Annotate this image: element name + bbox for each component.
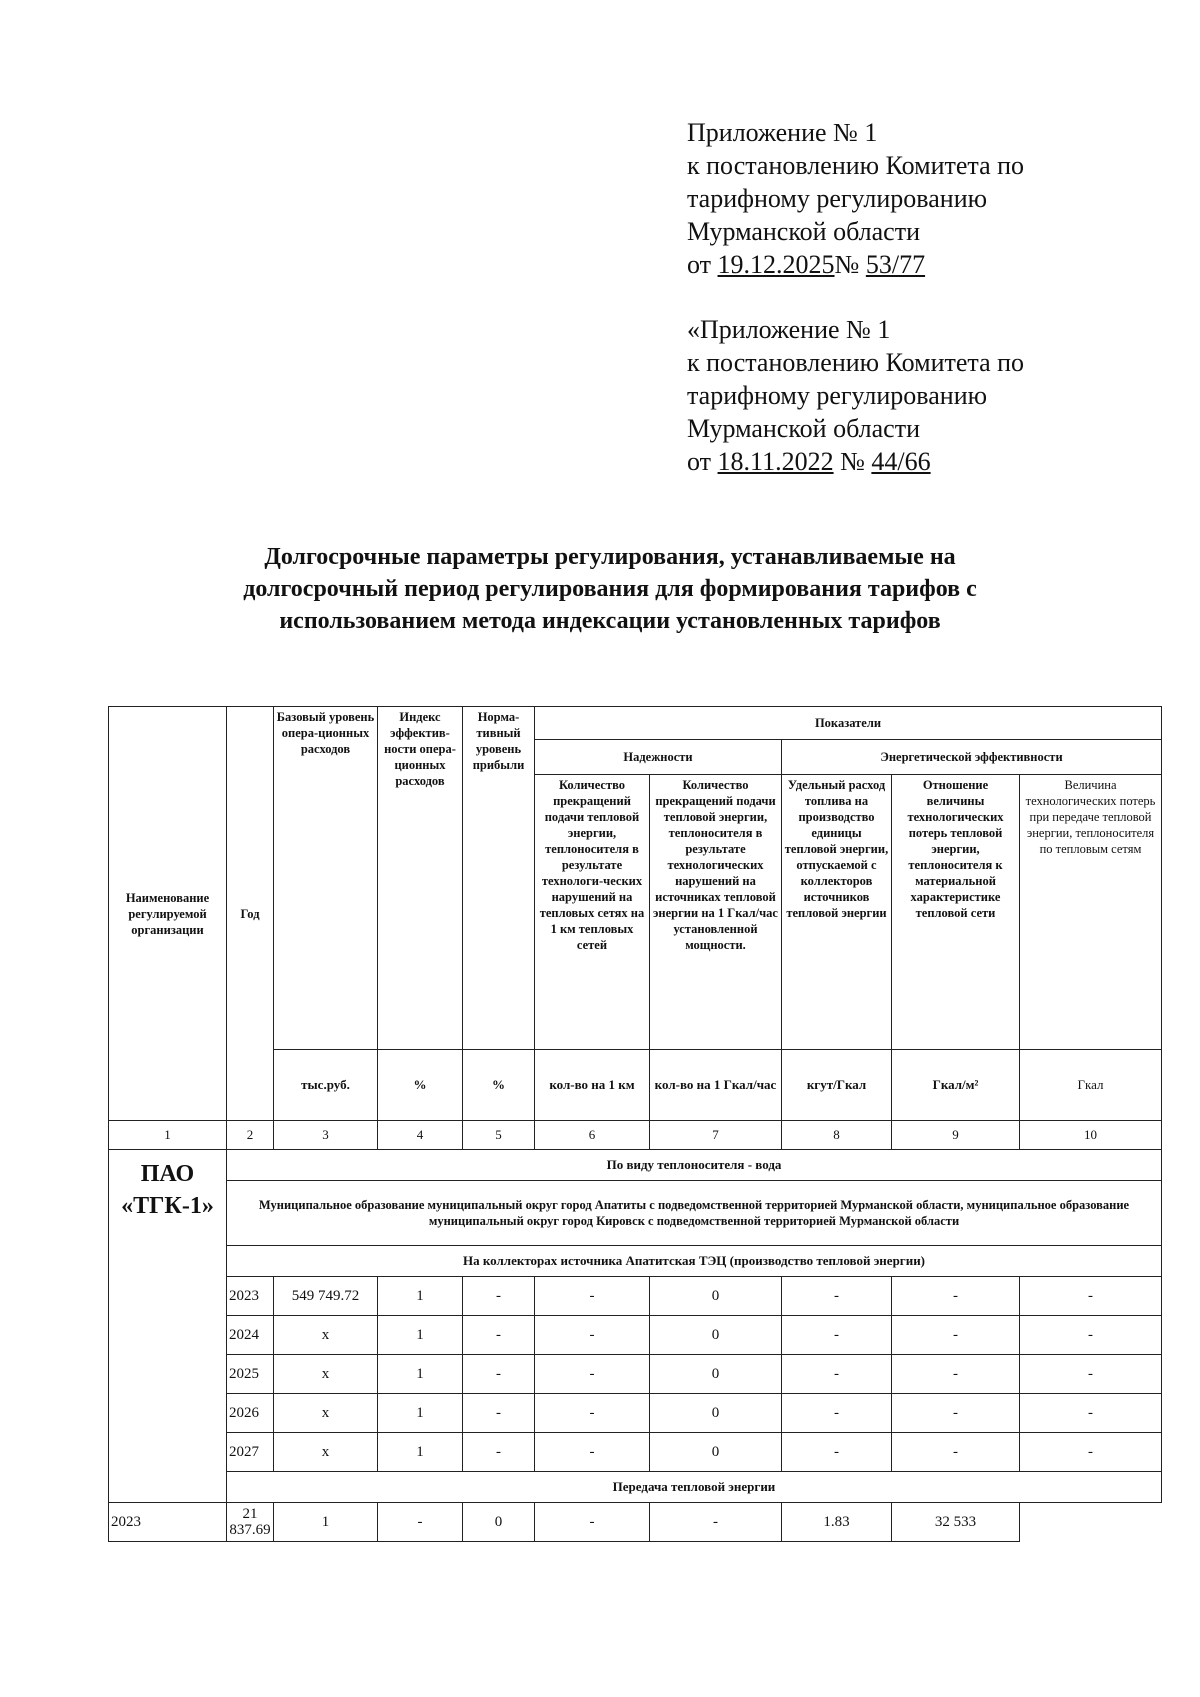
- appendix-original-reference: [687, 313, 1024, 478]
- header-year: Год: [227, 707, 274, 1121]
- cell-col7: -: [535, 1503, 650, 1542]
- appendix-date-line: [687, 445, 1024, 478]
- cell-index: 1: [378, 1355, 463, 1394]
- cell-col7: 0: [650, 1433, 782, 1472]
- cell-col6: -: [535, 1433, 650, 1472]
- cell-col9: -: [892, 1316, 1020, 1355]
- date-prefix: от: [687, 447, 718, 476]
- header-col8: Удельный расход топлива на производство единицы тепловой энергии, отпускаемой с коллекторов источников тепловой энергии: [782, 775, 892, 1050]
- cell-col7: 0: [650, 1355, 782, 1394]
- cell-base: x: [274, 1316, 378, 1355]
- header-base-opex: Базовый уровень опера-ционных расходов: [274, 707, 378, 1050]
- cell-col10: -: [1020, 1433, 1162, 1472]
- column-number: 7: [650, 1121, 782, 1150]
- table-row: [109, 1394, 1162, 1433]
- resolution-number: 44/66: [871, 447, 931, 476]
- column-number: 10: [1020, 1121, 1162, 1150]
- section-transmission: Передача тепловой энергии: [227, 1472, 1162, 1503]
- cell-year: 2024: [227, 1316, 274, 1355]
- cell-base: x: [274, 1355, 378, 1394]
- cell-col9: -: [892, 1433, 1020, 1472]
- header-col7: Количество прекращений подачи тепловой энергии, теплоносителя в результате технологических нарушений на источниках тепловой энергии на 1 Гкал/час установленной мощности.: [650, 775, 782, 1050]
- appendix-line: Мурманской области: [687, 217, 920, 246]
- cell-profit: -: [463, 1394, 535, 1433]
- parameters-table: [108, 706, 1162, 1542]
- resolution-date: 18.11.2022: [717, 447, 834, 476]
- column-number: 8: [782, 1121, 892, 1150]
- column-number: 9: [892, 1121, 1020, 1150]
- cell-col9: -: [892, 1355, 1020, 1394]
- cell-index: 1: [378, 1433, 463, 1472]
- header-col9: Отношение величины технологических потерь тепловой энергии, теплоносителя к материальной характеристике тепловой сети: [892, 775, 1020, 1050]
- header-profit-level: Норма-тивный уровень прибыли: [463, 707, 535, 1050]
- appendix-line: тарифному регулированию: [687, 184, 988, 213]
- column-number: 3: [274, 1121, 378, 1150]
- header-col6: Количество прекращений подачи тепловой энергии, теплоносителя в результате технологи-ческих нарушений на тепловых сетях на 1 км тепловых сетей: [535, 775, 650, 1050]
- section-source: На коллекторах источника Апатитская ТЭЦ (производство тепловой энергии): [227, 1246, 1162, 1277]
- header-organization: Наименование регулируемой организации: [109, 707, 227, 1121]
- cell-col8: -: [650, 1503, 782, 1542]
- cell-col9: 1.83: [782, 1503, 892, 1542]
- cell-year: 2023: [227, 1277, 274, 1316]
- column-number: 5: [463, 1121, 535, 1150]
- resolution-number: 53/77: [865, 250, 926, 279]
- cell-col6: 0: [463, 1503, 535, 1542]
- cell-col8: -: [782, 1433, 892, 1472]
- table-row: [109, 1433, 1162, 1472]
- cell-base: 549 749.72: [274, 1277, 378, 1316]
- column-number: 1: [109, 1121, 227, 1150]
- column-number: 4: [378, 1121, 463, 1150]
- cell-col10: -: [1020, 1355, 1162, 1394]
- document-title: [80, 541, 1140, 637]
- cell-profit: -: [378, 1503, 463, 1542]
- header-indicators: Показатели: [535, 707, 1162, 740]
- table-row: [109, 1503, 1162, 1542]
- cell-col9: -: [892, 1394, 1020, 1433]
- cell-col10: -: [1020, 1316, 1162, 1355]
- cell-profit: -: [463, 1355, 535, 1394]
- cell-col8: -: [782, 1316, 892, 1355]
- cell-year: 2023: [109, 1503, 227, 1542]
- header-col10: Величина технологических потерь при передаче тепловой энергии, теплоносителя по тепловым сетям: [1020, 775, 1162, 1050]
- title-line: долгосрочный период регулирования для формирования тарифов с: [243, 576, 977, 602]
- unit-col9: Гкал/м²: [892, 1050, 1020, 1121]
- appendix-line: тарифному регулированию: [687, 381, 988, 410]
- cell-col7: 0: [650, 1316, 782, 1355]
- resolution-date: 19.12.2025: [717, 250, 835, 279]
- cell-col8: -: [782, 1394, 892, 1433]
- title-line: использованием метода индексации установленных тарифов: [279, 608, 941, 634]
- appendix-line: к постановлению Комитета по: [687, 348, 1025, 377]
- cell-col10: 32 533: [892, 1503, 1020, 1542]
- cell-year: 2027: [227, 1433, 274, 1472]
- cell-index: 1: [378, 1277, 463, 1316]
- date-prefix: от: [687, 250, 718, 279]
- cell-index: 1: [378, 1394, 463, 1433]
- organization-name: ПАО «ТГК-1»: [109, 1150, 227, 1503]
- cell-col6: -: [535, 1355, 650, 1394]
- municipality: Муниципальное образование муниципальный округ город Апатиты с подведомственной территорией Мурманской области, муниципальное образование муниципальный округ город Кировск с подведомственной территорией Мурманской области: [227, 1181, 1162, 1246]
- cell-index: 1: [274, 1503, 378, 1542]
- appendix-current-reference: [687, 116, 1024, 281]
- appendix-line: Мурманской области: [687, 414, 920, 443]
- cell-profit: -: [463, 1277, 535, 1316]
- appendix-date-line: [687, 248, 1024, 281]
- unit-profit: %: [463, 1050, 535, 1121]
- column-number: 6: [535, 1121, 650, 1150]
- cell-base: 21 837.69: [227, 1503, 274, 1542]
- cell-col9: -: [892, 1277, 1020, 1316]
- section-heat-carrier: По виду теплоносителя - вода: [227, 1150, 1162, 1181]
- cell-col10: -: [1020, 1394, 1162, 1433]
- header-efficiency-index: Индекс эффектив-ности опера-ционных расходов: [378, 707, 463, 1050]
- cell-col10: -: [1020, 1277, 1162, 1316]
- cell-base: x: [274, 1433, 378, 1472]
- cell-year: 2025: [227, 1355, 274, 1394]
- number-prefix: №: [833, 447, 872, 476]
- unit-col8: кгут/Гкал: [782, 1050, 892, 1121]
- cell-col8: -: [782, 1355, 892, 1394]
- appendix-line: Приложение № 1: [687, 118, 878, 147]
- table-row: [109, 1277, 1162, 1316]
- table-row: [109, 1316, 1162, 1355]
- unit-base: тыс.руб.: [274, 1050, 378, 1121]
- cell-year: 2026: [227, 1394, 274, 1433]
- cell-col6: -: [535, 1277, 650, 1316]
- cell-base: x: [274, 1394, 378, 1433]
- header-energy-efficiency: Энергетической эффективности: [782, 740, 1162, 775]
- unit-index: %: [378, 1050, 463, 1121]
- number-prefix: №: [834, 250, 866, 279]
- cell-col6: -: [535, 1394, 650, 1433]
- appendix-line: к постановлению Комитета по: [687, 151, 1025, 180]
- cell-index: 1: [378, 1316, 463, 1355]
- cell-col6: -: [535, 1316, 650, 1355]
- cell-profit: -: [463, 1433, 535, 1472]
- table-row: [109, 1355, 1162, 1394]
- unit-col6: кол-во на 1 км: [535, 1050, 650, 1121]
- header-reliability: Надежности: [535, 740, 782, 775]
- appendix-line: «Приложение № 1: [687, 315, 891, 344]
- unit-col7: кол-во на 1 Гкал/час: [650, 1050, 782, 1121]
- cell-col7: 0: [650, 1394, 782, 1433]
- title-line: Долгосрочные параметры регулирования, устанавливаемые на: [264, 544, 956, 570]
- column-number: 2: [227, 1121, 274, 1150]
- cell-profit: -: [463, 1316, 535, 1355]
- cell-col8: -: [782, 1277, 892, 1316]
- cell-col7: 0: [650, 1277, 782, 1316]
- unit-col10: Гкал: [1020, 1050, 1162, 1121]
